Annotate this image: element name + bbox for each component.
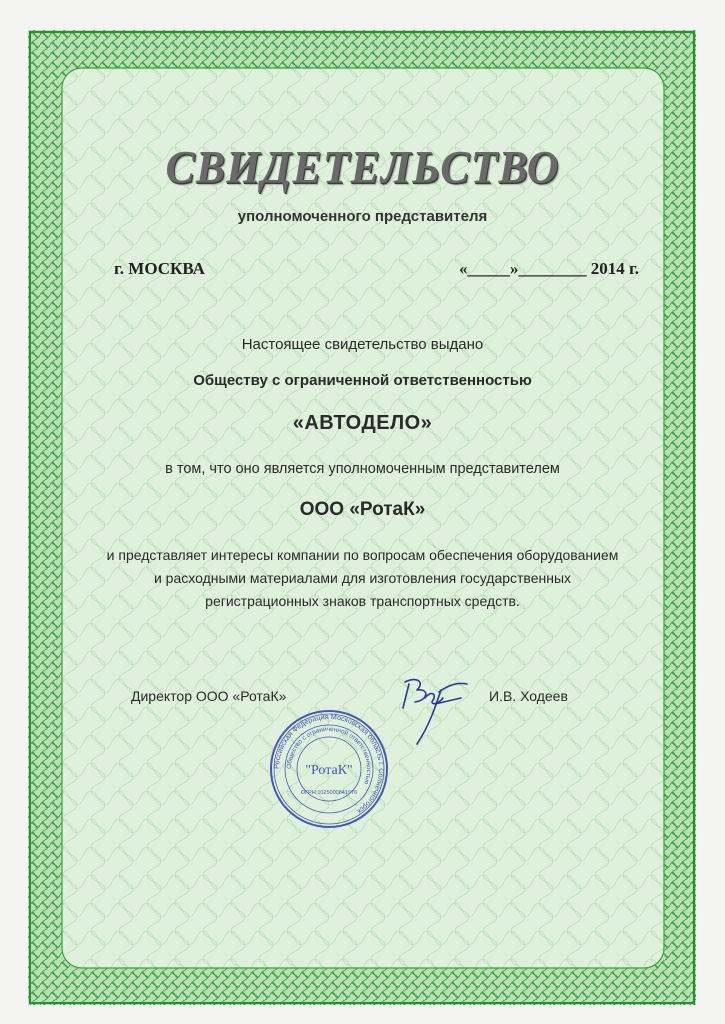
paragraph-line-1: и представляет интересы компании по вопросам обеспечения оборудованием bbox=[106, 547, 619, 563]
handwritten-signature bbox=[395, 668, 475, 748]
signatory-title: Директор ООО «РотаК» bbox=[131, 688, 287, 704]
paragraph-line-3: регистрационных знаков транспортных средств. bbox=[205, 593, 520, 609]
seal-inner-text: Общество с ограниченной ответственностью bbox=[285, 725, 373, 786]
partner-name: ООО «РотаК» bbox=[299, 499, 426, 520]
paragraph-line-2: и расходными материалами для изготовления государственных bbox=[153, 570, 572, 586]
seal-ring-text: Российская Федерация Московская область г. Солнечногорск bbox=[271, 711, 387, 817]
date-line: «_____»________ 2014 г. bbox=[458, 259, 639, 278]
certificate-subtitle: уполномоченного представителя bbox=[237, 208, 488, 225]
certificate-title: СВИДЕТЕЛЬСТВО bbox=[165, 141, 560, 194]
company-type-line: Обществу с ограниченной ответственностью bbox=[193, 372, 532, 389]
company-seal bbox=[268, 708, 390, 830]
city-label: г. МОСКВА bbox=[114, 259, 205, 278]
statement-line: в том, что оно является уполномоченным представителем bbox=[165, 461, 560, 477]
signatory-name: И.В. Ходеев bbox=[489, 688, 568, 704]
company-name: «АВТОДЕЛО» bbox=[292, 412, 433, 434]
seal-center-text: "РотаК" bbox=[305, 763, 353, 778]
seal-ogrn-text: ОГРН 1025000841976 bbox=[300, 790, 358, 796]
issued-to-line: Настоящее свидетельство выдано bbox=[241, 336, 484, 353]
